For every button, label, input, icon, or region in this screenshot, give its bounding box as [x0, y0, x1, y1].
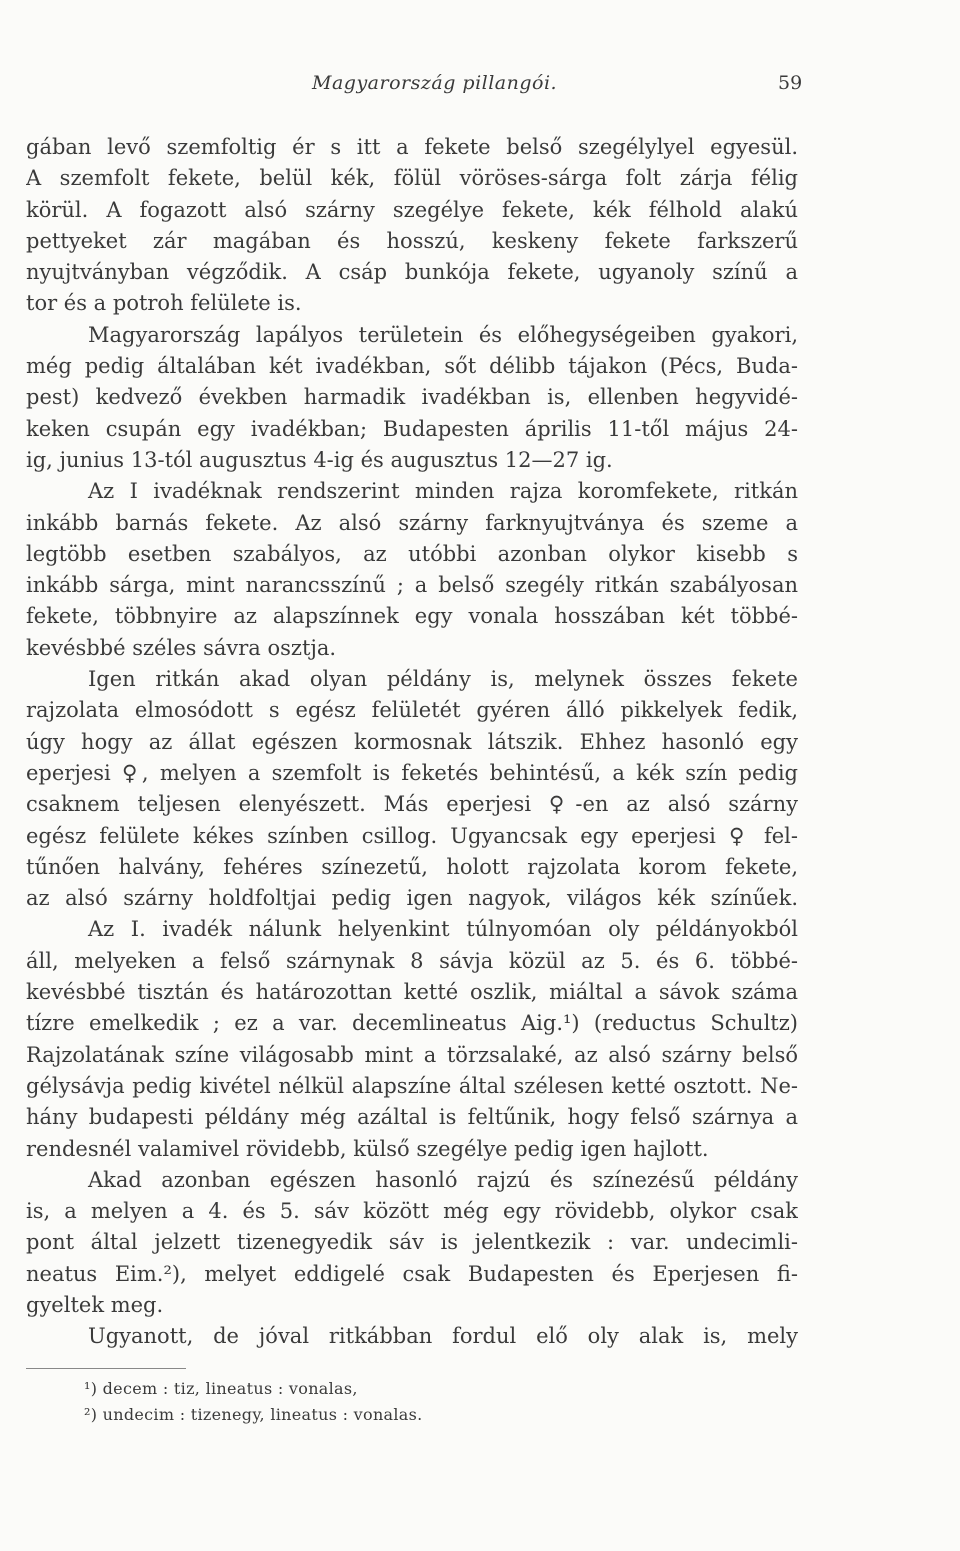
text-line: csaknem teljesen elenyészett. Más eperjesi ♀-en az alsó szárny	[26, 792, 798, 817]
text-line: Magyarország lapályos területein és előhegységeiben gyakori,	[88, 322, 798, 347]
text-line: pont által jelzett tizenegyedik sáv is jelentkezik : var. undecimli-	[26, 1230, 798, 1255]
text-line: Ugyanott, de jóval ritkábban fordul elő oly alak is, mely	[88, 1324, 798, 1349]
text-line: A szemfolt fekete, belül kék, fölül vöröses-sárga folt zárja félig	[26, 166, 798, 191]
page-number: 59	[778, 72, 803, 94]
text-line: egész felülete kékes színben csillog. Ugyancsak egy eperjesi ♀ fel-	[26, 823, 798, 848]
text-line: gélysávja pedig kivétel nélkül alapszíne által szélesen ketté osztott. Ne-	[26, 1073, 798, 1098]
text-line: áll, melyeken a felső szárnynak 8 sávja közül az 5. és 6. többé-	[26, 948, 798, 973]
text-line: tűnően halvány, fehéres színezetű, holott rajzolata korom fekete,	[26, 854, 798, 879]
text-line: Igen ritkán akad olyan példány is, melynek összes fekete	[88, 667, 798, 692]
text-line: Akad azonban egészen hasonló rajzú és színezésű példány	[88, 1167, 798, 1192]
text-line: is, a melyen a 4. és 5. sáv között még egy rövidebb, olykor csak	[26, 1199, 798, 1224]
text-line: úgy hogy az állat egészen kormosnak látszik. Ehhez hasonló egy	[26, 729, 798, 754]
footnote-divider	[26, 1368, 186, 1369]
text-line: legtöbb esetben szabályos, az utóbbi azonban olykor kisebb s	[26, 541, 798, 566]
text-line: gában levő szemfoltig ér s itt a fekete belső szegélylyel egyesül.	[26, 135, 798, 159]
text-line: Az I ivadéknak rendszerint minden rajza koromfekete, ritkán	[88, 479, 798, 504]
text-line: rajzolata elmosódott s egész felületét gyéren álló pikkelyek fedik,	[26, 698, 798, 723]
text-line: nyujtványban végződik. A csáp bunkója fekete, ugyanoly színű a	[26, 260, 798, 285]
text-line: pest) kedvező években harmadik ivadékban is, ellenben hegyvidé-	[26, 385, 798, 410]
running-title: Magyarország pillangói.	[312, 72, 558, 94]
footnotes	[84, 1376, 784, 1428]
text-line: kevésbbé tisztán és határozottan ketté oszlik, miáltal a sávok száma	[26, 980, 798, 1005]
text-line: még pedig általában két ivadékban, sőt délibb tájakon (Pécs, Buda-	[26, 354, 798, 379]
page-header	[0, 72, 960, 102]
text-line: Az I. ivadék nálunk helyenkint túlnyomóan oly példányokból	[88, 917, 798, 942]
text-line: az alsó szárny holdfoltjai pedig igen nagyok, világos kék színűek.	[26, 886, 798, 911]
text-line: rendesnél valamivel rövidebb, külső szegélye pedig igen hajlott.	[26, 1136, 709, 1161]
text-line: Rajzolatának színe világosabb mint a törzsalaké, az alsó szárny belső	[26, 1042, 798, 1067]
text-line: ig, junius 13-tól augusztus 4-ig és augusztus 12—27 ig.	[26, 447, 613, 472]
text-line: tor és a potroh felülete is.	[26, 291, 302, 316]
text-line: fekete, többnyire az alapszínnek egy vonala hosszában két többé-	[26, 604, 798, 629]
text-line: körül. A fogazott alsó szárny szegélye fekete, kék félhold alakú	[26, 197, 798, 222]
text-line: inkább barnás fekete. Az alsó szárny farknyujtványa és szeme a	[26, 510, 798, 535]
footnote: ¹) decem : tiz, lineatus : vonalas,	[84, 1379, 358, 1398]
text-line: kevésbbé széles sávra osztja.	[26, 635, 337, 660]
body-text	[26, 132, 798, 1353]
text-line: gyeltek meg.	[26, 1292, 164, 1317]
text-line: keken csupán egy ivadékban; Budapesten április 11-től május 24-	[26, 416, 798, 441]
footnote: ²) undecim : tizenegy, lineatus : vonalas.	[84, 1405, 423, 1424]
text-line: inkább sárga, mint narancsszínű ; a belső szegély ritkán szabályosan	[26, 573, 798, 598]
text-line: tízre emelkedik ; ez a var. decemlineatus Aig.¹) (reductus Schultz)	[26, 1011, 798, 1036]
text-line: pettyeket zár magában és hosszú, keskeny fekete farkszerű	[26, 228, 798, 253]
text-line: hány budapesti példány még azáltal is feltűnik, hogy felső szárnya a	[26, 1105, 798, 1130]
text-line: neatus Eim.²), melyet eddigelé csak Budapesten és Eperjesen fi-	[26, 1261, 798, 1286]
text-line: eperjesi ♀, melyen a szemfolt is feketés behintésű, a kék szín pedig	[26, 760, 798, 785]
